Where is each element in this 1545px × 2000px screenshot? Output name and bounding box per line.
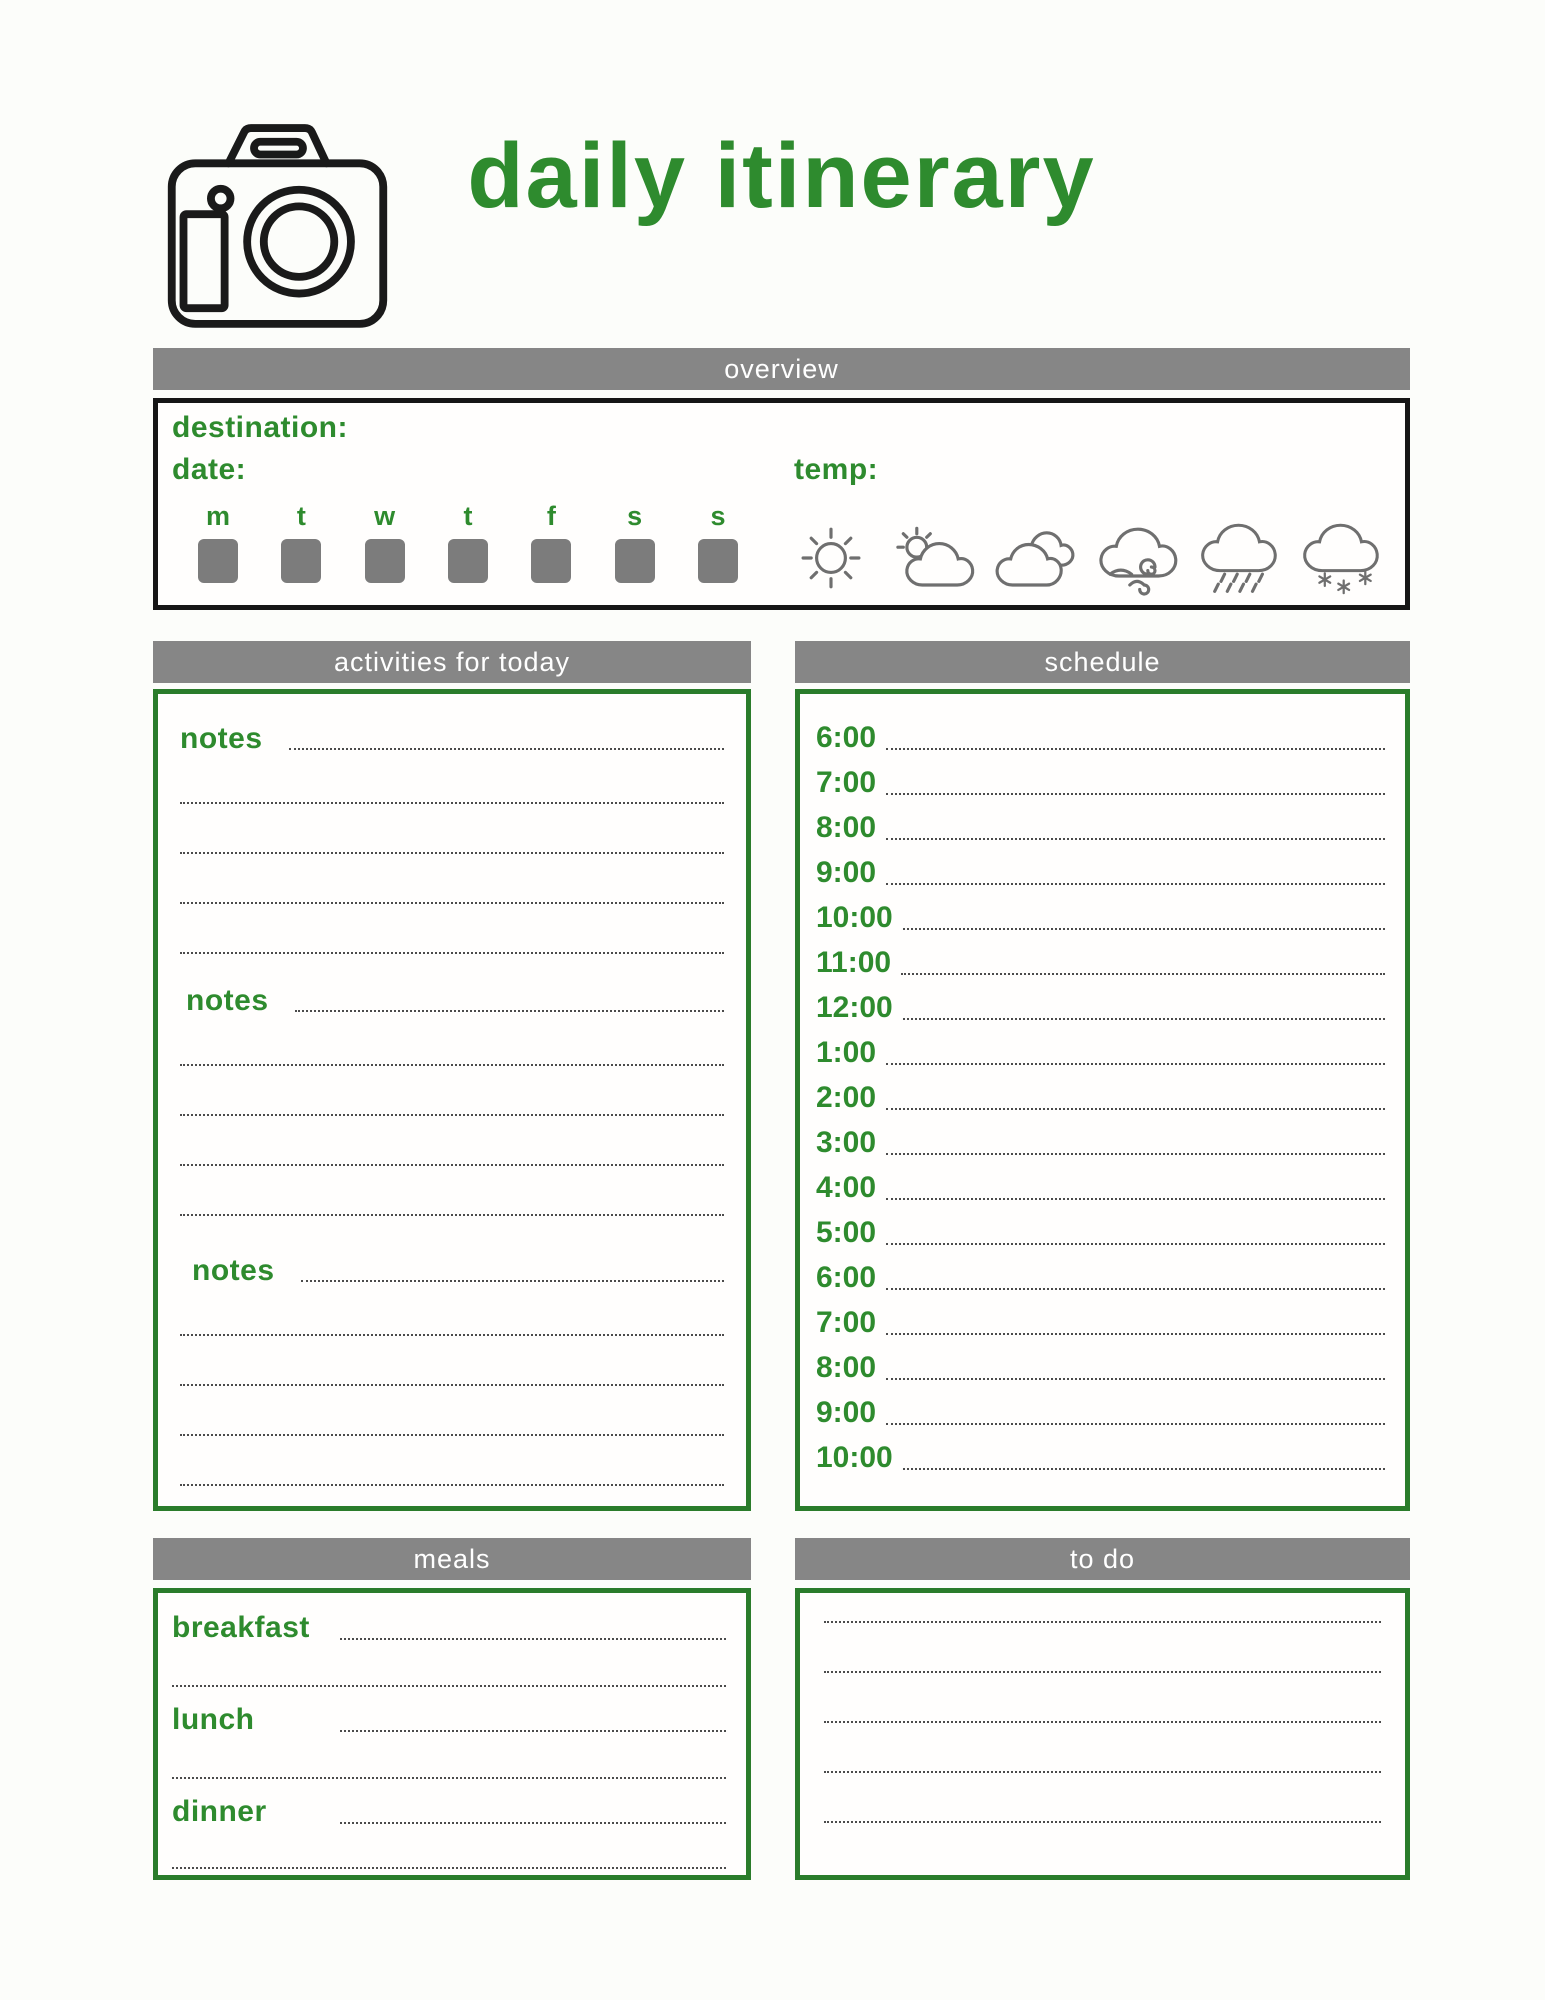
meal-write-line[interactable]: [340, 1638, 726, 1640]
note-write-line[interactable]: [180, 1016, 724, 1066]
day-letter: s: [627, 501, 643, 531]
day-cell: [436, 501, 500, 583]
schedule-time: 10:00: [816, 1441, 893, 1474]
day-checkbox[interactable]: [531, 539, 571, 583]
activities-section-header: [153, 641, 751, 683]
schedule-write-line[interactable]: [886, 1198, 1385, 1200]
schedule-time: 12:00: [816, 991, 893, 1024]
activities-header-label: activities for today: [333, 646, 571, 677]
todo-write-line[interactable]: [824, 1593, 1381, 1623]
note-write-line[interactable]: [180, 904, 724, 954]
schedule-time: 6:00: [816, 721, 877, 754]
note-write-line[interactable]: [301, 1280, 724, 1282]
meal-write-line[interactable]: [340, 1822, 726, 1824]
activities-box: [153, 689, 751, 1511]
day-cell: [519, 501, 583, 583]
note-write-line[interactable]: [180, 1336, 724, 1386]
schedule-time: 7:00: [816, 1306, 877, 1339]
note-write-line[interactable]: [180, 1116, 724, 1166]
note-write-line[interactable]: [180, 1066, 724, 1116]
day-letter: t: [296, 501, 306, 531]
schedule-write-line[interactable]: [886, 793, 1385, 795]
meals-section-header: [153, 1538, 751, 1580]
day-letter: s: [710, 501, 726, 531]
overview-header-label: overview: [724, 353, 839, 384]
schedule-write-line[interactable]: [886, 838, 1385, 840]
breakfast-label: breakfast: [172, 1611, 310, 1644]
schedule-time: 11:00: [816, 946, 892, 979]
overview-box: [153, 398, 1410, 610]
schedule-time: 3:00: [816, 1126, 877, 1159]
note-write-line[interactable]: [180, 854, 724, 904]
schedule-write-line[interactable]: [886, 1333, 1385, 1335]
schedule-write-line[interactable]: [886, 1288, 1385, 1290]
day-checkbox[interactable]: [615, 539, 655, 583]
schedule-write-line[interactable]: [886, 1108, 1385, 1110]
rainy-icon[interactable]: [1194, 519, 1284, 597]
note-write-line[interactable]: [180, 754, 724, 804]
note-write-line[interactable]: [180, 1286, 724, 1336]
schedule-write-line[interactable]: [903, 1018, 1385, 1020]
schedule-write-line[interactable]: [886, 1153, 1385, 1155]
lunch-label: lunch: [172, 1703, 255, 1736]
meal-write-line[interactable]: [340, 1730, 726, 1732]
day-checkbox[interactable]: [448, 539, 488, 583]
day-cell: [186, 501, 250, 583]
todo-box: [795, 1588, 1410, 1880]
meal-write-line[interactable]: [172, 1643, 726, 1687]
note-write-line[interactable]: [180, 804, 724, 854]
day-cell: [353, 501, 417, 583]
notes-label: notes: [186, 984, 269, 1017]
date-label: date:: [172, 453, 247, 486]
note-write-line[interactable]: [295, 1010, 724, 1012]
day-checkbox[interactable]: [281, 539, 321, 583]
todo-write-line[interactable]: [824, 1773, 1381, 1823]
schedule-write-line[interactable]: [886, 1243, 1385, 1245]
schedule-time: 8:00: [816, 811, 877, 844]
notes-label: notes: [192, 1254, 275, 1287]
schedule-write-line[interactable]: [903, 928, 1385, 930]
temp-label: temp:: [794, 453, 879, 486]
schedule-time: 8:00: [816, 1351, 877, 1384]
note-write-line[interactable]: [180, 1436, 724, 1486]
destination-label: destination:: [172, 411, 348, 444]
weekday-row: [186, 501, 750, 583]
partly-cloudy-icon[interactable]: [888, 519, 978, 597]
schedule-time: 6:00: [816, 1261, 877, 1294]
schedule-time: 9:00: [816, 1396, 877, 1429]
todo-header-label: to do: [1069, 1543, 1136, 1574]
schedule-write-line[interactable]: [886, 1063, 1385, 1065]
meal-write-line[interactable]: [172, 1735, 726, 1779]
meals-header-label: meals: [413, 1543, 491, 1574]
snowy-icon[interactable]: [1296, 519, 1386, 597]
schedule-write-line[interactable]: [886, 1423, 1385, 1425]
note-write-line[interactable]: [180, 1166, 724, 1216]
schedule-header-label: schedule: [1044, 646, 1161, 677]
meal-write-line[interactable]: [172, 1827, 726, 1869]
day-cell: [686, 501, 750, 583]
schedule-time: 9:00: [816, 856, 877, 889]
schedule-write-line[interactable]: [901, 973, 1385, 975]
day-checkbox[interactable]: [698, 539, 738, 583]
cloudy-icon[interactable]: [990, 519, 1080, 597]
schedule-write-line[interactable]: [886, 883, 1385, 885]
schedule-section-header: [795, 641, 1410, 683]
todo-write-line[interactable]: [824, 1723, 1381, 1773]
todo-write-line[interactable]: [824, 1673, 1381, 1723]
overview-section-header: [153, 348, 1410, 390]
todo-section-header: [795, 1538, 1410, 1580]
schedule-time: 1:00: [816, 1036, 877, 1069]
day-letter: w: [374, 501, 396, 531]
windy-icon[interactable]: [1092, 519, 1182, 597]
todo-write-line[interactable]: [824, 1623, 1381, 1673]
schedule-box: [795, 689, 1410, 1511]
dinner-label: dinner: [172, 1795, 267, 1828]
weather-row: [786, 519, 1386, 597]
note-write-line[interactable]: [180, 1386, 724, 1436]
schedule-write-line[interactable]: [886, 1378, 1385, 1380]
schedule-time: 4:00: [816, 1171, 877, 1204]
day-checkbox[interactable]: [365, 539, 405, 583]
schedule-write-line[interactable]: [886, 748, 1385, 750]
day-checkbox[interactable]: [198, 539, 238, 583]
day-letter: t: [463, 501, 473, 531]
note-write-line[interactable]: [289, 748, 724, 750]
schedule-time: 7:00: [816, 766, 877, 799]
page-title: daily itinerary: [467, 125, 1096, 227]
schedule-time: 2:00: [816, 1081, 877, 1114]
schedule-time: 5:00: [816, 1216, 877, 1249]
sunny-icon[interactable]: [786, 519, 876, 597]
schedule-time: 10:00: [816, 901, 893, 934]
day-letter: f: [546, 501, 556, 531]
day-letter: m: [205, 501, 230, 531]
notes-label: notes: [180, 722, 263, 755]
day-cell: [603, 501, 667, 583]
day-cell: [269, 501, 333, 583]
meals-box: [153, 1588, 751, 1880]
schedule-write-line[interactable]: [903, 1468, 1385, 1470]
